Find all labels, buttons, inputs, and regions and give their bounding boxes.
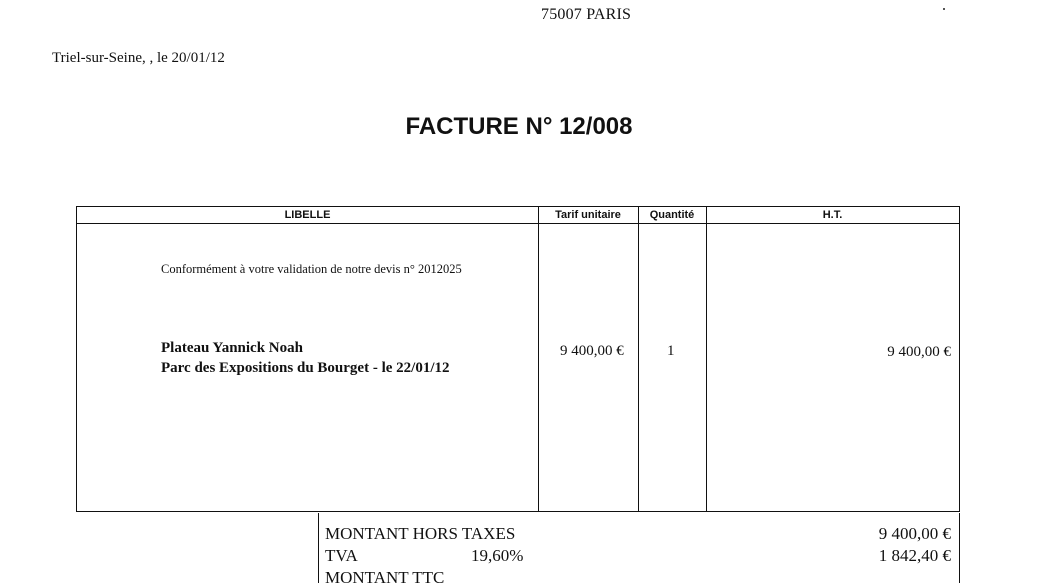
item-name: Plateau Yannick Noah xyxy=(161,340,303,356)
item-quantity: 1 xyxy=(667,343,675,359)
ttc-label: MONTANT TTC xyxy=(325,568,445,587)
tva-rate: 19,60% xyxy=(471,546,524,565)
header-separator xyxy=(77,223,959,224)
invoice-title: FACTURE N° 12/008 xyxy=(405,113,633,140)
tva-value: 1 842,40 € xyxy=(878,546,951,565)
item-detail: Parc des Expositions du Bourget - le 22/01/12 xyxy=(161,360,450,376)
quote-reference-text: Conformément à votre validation de notre devis n° 2012025 xyxy=(161,262,462,276)
totals-block xyxy=(318,513,960,587)
header-quantite: Quantité xyxy=(649,209,695,221)
total-ht-value: 9 400,00 € xyxy=(878,524,951,543)
tva-label: TVA xyxy=(325,546,358,565)
invoice-lines-table xyxy=(76,206,960,512)
column-divider xyxy=(706,207,707,511)
column-divider xyxy=(538,207,539,511)
item-total-ht: 9 400,00 € xyxy=(887,344,951,360)
total-ht-label: MONTANT HORS TAXES xyxy=(325,524,516,543)
header-libelle: LIBELLE xyxy=(284,209,331,221)
column-divider xyxy=(638,207,639,511)
scan-speck xyxy=(943,8,945,10)
header-ht: H.T. xyxy=(822,209,843,221)
header-tarif-unitaire: Tarif unitaire xyxy=(555,209,621,221)
sender-address-line: 75007 PARIS xyxy=(541,6,632,23)
place-and-date: Triel-sur-Seine, , le 20/01/12 xyxy=(52,50,225,66)
item-unit-price: 9 400,00 € xyxy=(560,343,624,359)
